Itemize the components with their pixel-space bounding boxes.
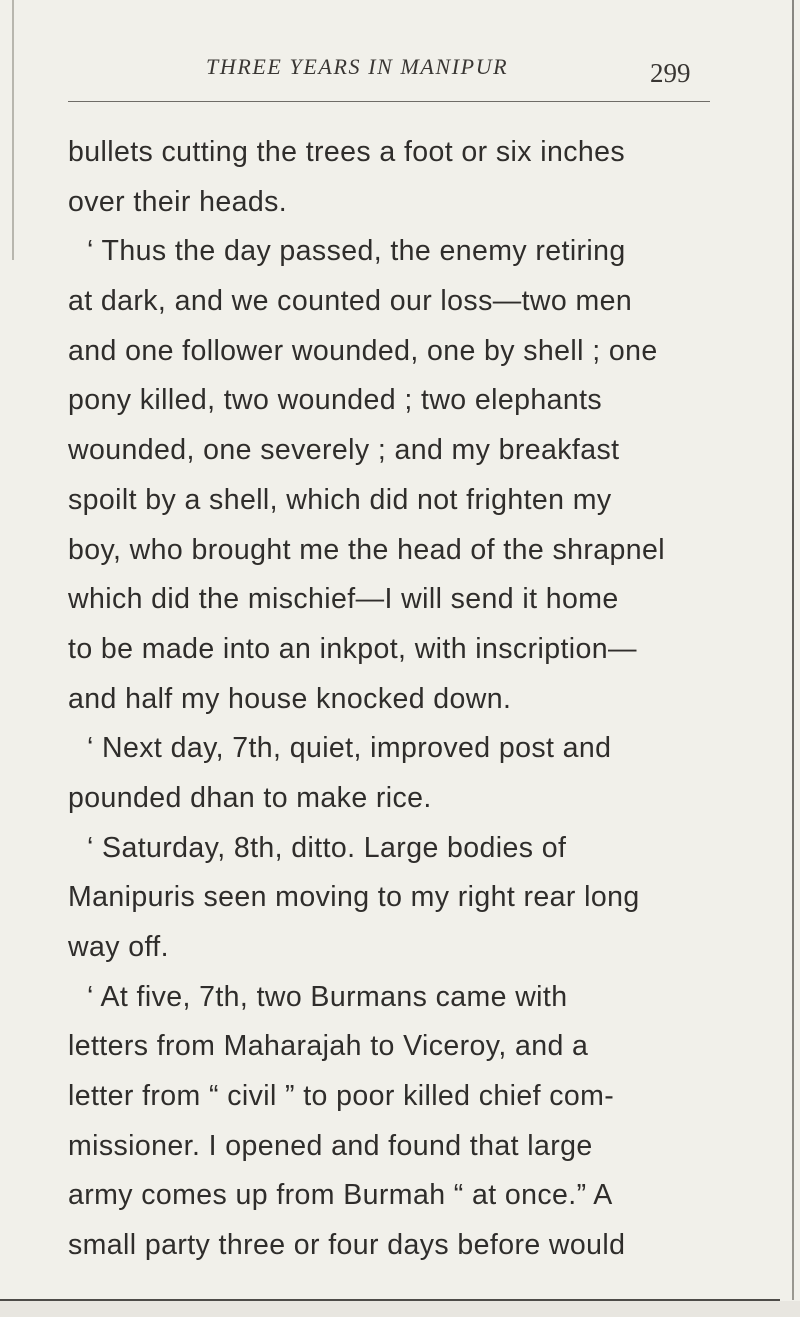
text-line: which did the mischief—I will send it home xyxy=(68,583,619,616)
text-line: ‘ At five, 7th, two Burmans came with xyxy=(87,980,568,1013)
page-left-edge xyxy=(0,0,14,260)
text-line: letters from Maharajah to Viceroy, and a xyxy=(68,1030,589,1063)
text-line: over their heads. xyxy=(68,185,288,218)
text-line: to be made into an inkpot, with inscription— xyxy=(68,632,637,665)
text-line: bullets cutting the trees a foot or six inches xyxy=(68,136,626,168)
page-right-edge xyxy=(792,0,794,1300)
text-line: and half my house knocked down. xyxy=(68,682,512,715)
text-line: missioner. I opened and found that large xyxy=(68,1129,593,1162)
text-line: way off. xyxy=(68,931,169,963)
text-line: pounded dhan to make rice. xyxy=(68,781,432,814)
text-line: ‘ Thus the day passed, the enemy retiring xyxy=(87,235,626,268)
text-line: at dark, and we counted our loss—two men xyxy=(68,285,633,318)
page-bottom-shade xyxy=(0,1301,800,1317)
text-line: wounded, one severely ; and my breakfast xyxy=(68,434,620,467)
text-line: letter from “ civil ” to poor killed chief com- xyxy=(68,1080,615,1113)
page-number: 299 xyxy=(650,58,691,88)
text-line: boy, who brought me the head of the shrapnel xyxy=(68,533,665,566)
text-line: Manipuris seen moving to my right rear long xyxy=(68,881,640,914)
header-rule xyxy=(68,101,710,102)
text-line: spoilt by a shell, which did not frighten my xyxy=(68,483,612,516)
text-line: ‘ Saturday, 8th, ditto. Large bodies of xyxy=(87,831,567,864)
text-line: army comes up from Burmah “ at once.” A xyxy=(68,1179,613,1212)
text-line: pony killed, two wounded ; two elephants xyxy=(68,384,603,417)
running-title: THREE YEARS IN MANIPUR xyxy=(206,54,509,79)
text-line: ‘ Next day, 7th, quiet, improved post and xyxy=(87,732,612,765)
text-line: small party three or four days before would xyxy=(68,1229,626,1262)
body-text xyxy=(68,128,718,1271)
text-line: and one follower wounded, one by shell ; one xyxy=(68,334,658,367)
